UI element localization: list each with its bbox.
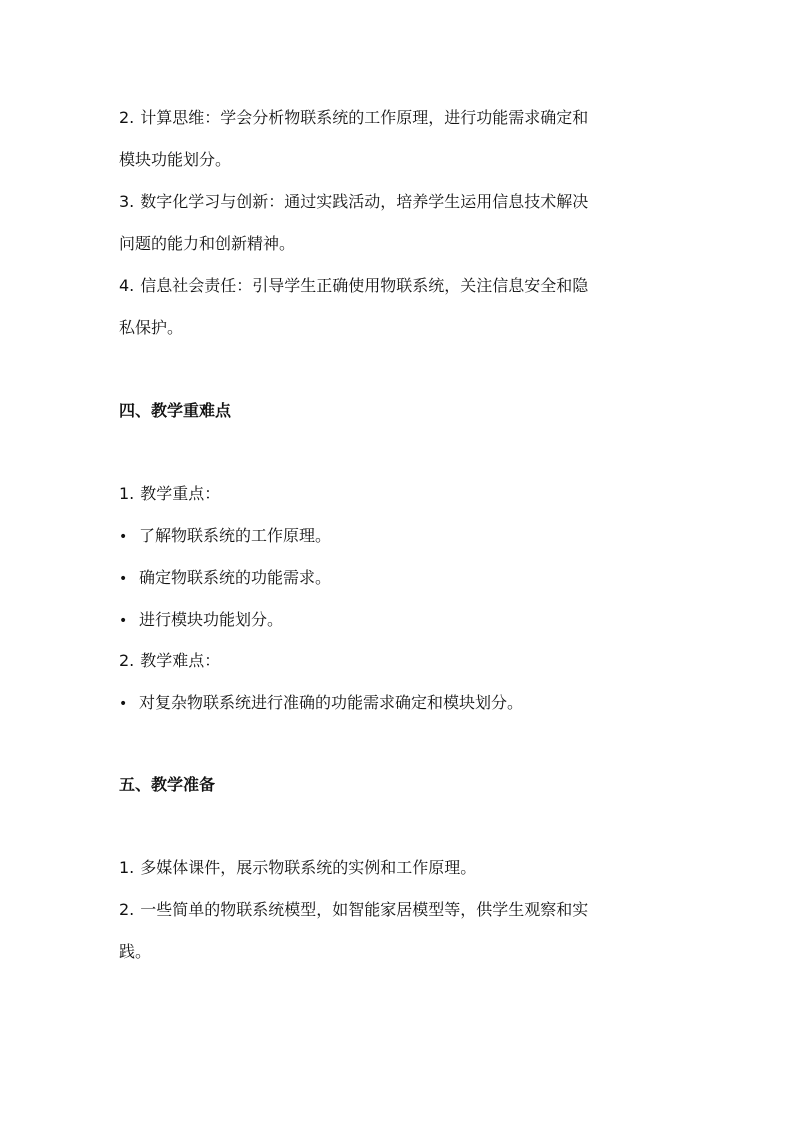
- preparation-1-line1: [119, 856, 689, 880]
- bullet-icon: •: [119, 571, 128, 587]
- preparation-2-number: 2.: [119, 900, 135, 919]
- key-point-text: 确定物联系统的功能需求。: [139, 568, 332, 587]
- objective-2-line1: [119, 106, 689, 130]
- key-points-label: [119, 482, 689, 506]
- bullet-icon: •: [119, 696, 128, 712]
- objective-3-text: 数字化学习与创新：通过实践活动，培养学生运用信息技术解决: [140, 192, 589, 211]
- objective-4-number: 4.: [119, 276, 135, 295]
- objective-2-number: 2.: [119, 108, 135, 127]
- key-points-text: 教学重点：: [140, 484, 221, 503]
- objective-3-line1: [119, 190, 689, 214]
- objective-4-line1: [119, 274, 689, 298]
- difficult-points-number: 2.: [119, 651, 135, 670]
- section-5-heading: 五、教学准备: [119, 775, 216, 794]
- preparation-2-text: 一些简单的物联系统模型，如智能家居模型等，供学生观察和实: [140, 900, 589, 919]
- preparation-2-line2: 践。: [119, 942, 152, 961]
- preparation-2-line1: [119, 898, 689, 922]
- bullet-icon: •: [119, 529, 128, 545]
- objective-3-line2: 问题的能力和创新精神。: [119, 234, 296, 253]
- key-point-item: [119, 566, 689, 591]
- key-point-text: 进行模块功能划分。: [139, 610, 284, 629]
- key-points-number: 1.: [119, 484, 135, 503]
- objective-3-number: 3.: [119, 192, 135, 211]
- key-point-item: [119, 524, 689, 549]
- key-point-item: [119, 608, 689, 633]
- preparation-1-text: 多媒体课件，展示物联系统的实例和工作原理。: [140, 858, 477, 877]
- preparation-1-number: 1.: [119, 858, 135, 877]
- difficult-point-item: [119, 691, 689, 716]
- bullet-icon: •: [119, 613, 128, 629]
- difficult-point-text: 对复杂物联系统进行准确的功能需求确定和模块划分。: [139, 693, 524, 712]
- objective-4-text: 信息社会责任：引导学生正确使用物联系统，关注信息安全和隐: [140, 276, 589, 295]
- difficult-points-text: 教学难点：: [140, 651, 221, 670]
- section-4-heading: 四、教学重难点: [119, 401, 232, 420]
- objective-4-line2: 私保护。: [119, 318, 184, 337]
- objective-2-line2: 模块功能划分。: [119, 150, 232, 169]
- key-point-text: 了解物联系统的工作原理。: [139, 526, 332, 545]
- objective-2-text: 计算思维：学会分析物联系统的工作原理，进行功能需求确定和: [140, 108, 589, 127]
- difficult-points-label: [119, 649, 689, 673]
